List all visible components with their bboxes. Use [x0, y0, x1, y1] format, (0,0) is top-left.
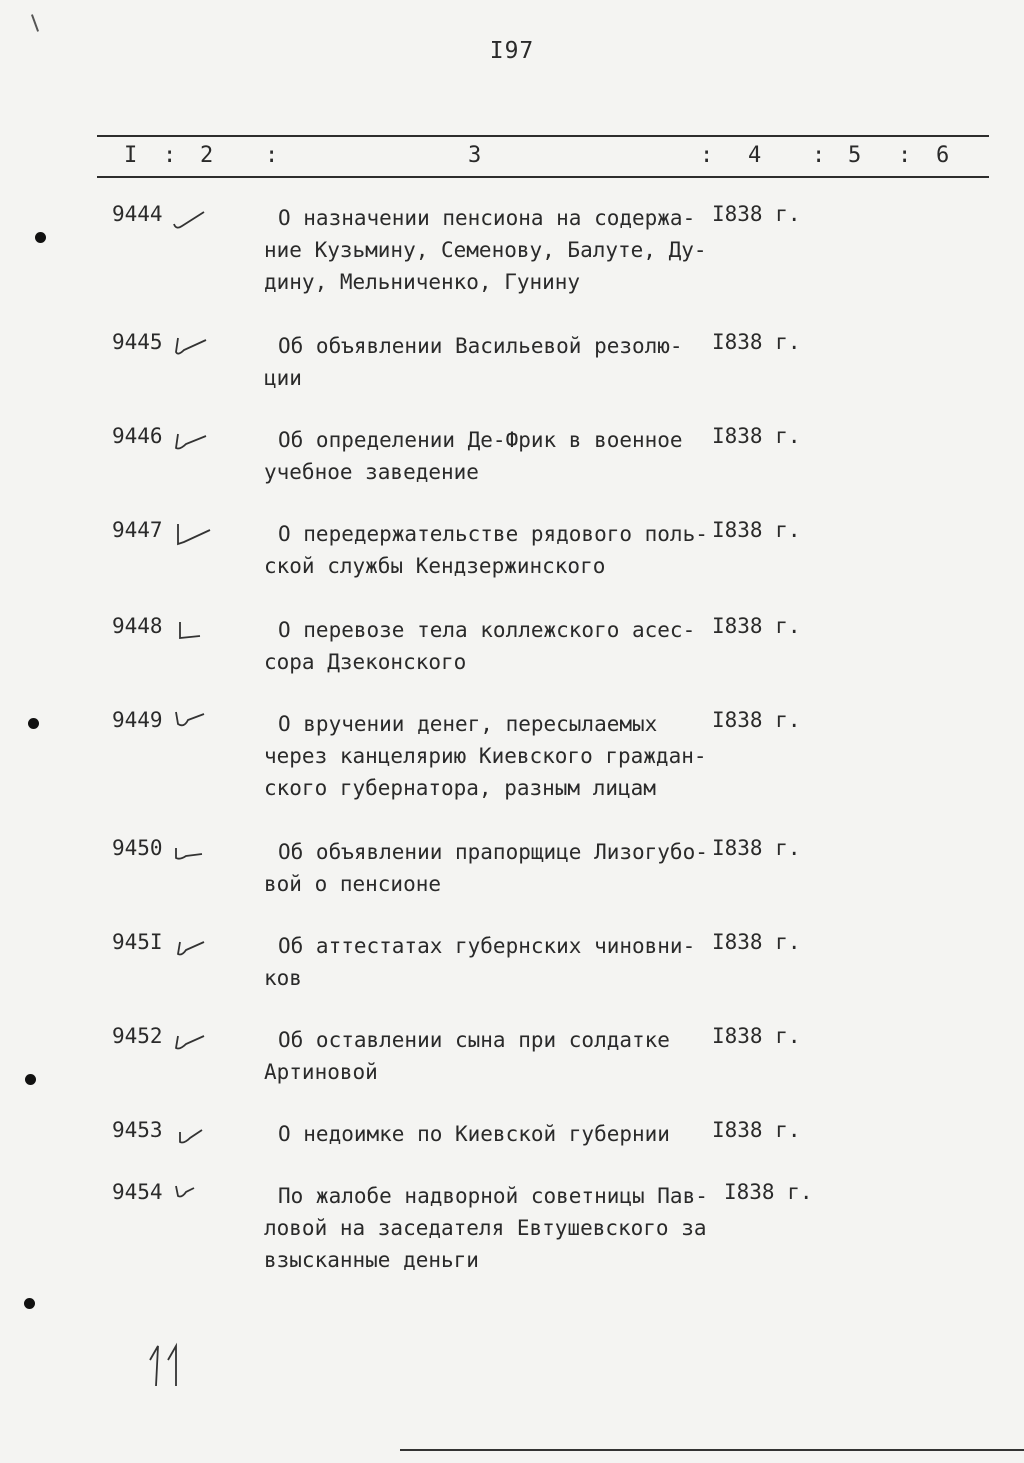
- entry-year: I838 г.: [712, 1024, 801, 1048]
- table-header-rule: [97, 176, 989, 178]
- entry-year: I838 г.: [712, 202, 801, 226]
- column-header-2: 2: [200, 143, 214, 168]
- handwritten-mark-icon: [140, 1340, 190, 1390]
- column-header-5: 5: [848, 143, 862, 168]
- entry-description: Об аттестатах губернских чиновни- ков: [264, 934, 696, 990]
- check-mark-icon: [172, 426, 212, 452]
- column-header-1: I: [124, 143, 138, 168]
- entry-number: 9445: [112, 330, 163, 354]
- column-separator: :: [700, 143, 714, 168]
- check-mark-icon: [172, 838, 212, 864]
- punch-hole: [25, 1074, 36, 1085]
- column-header-row: [0, 143, 1024, 171]
- entry-year: I838 г.: [712, 708, 801, 732]
- entry-year: I838 г.: [712, 518, 801, 542]
- entry-number: 9449: [112, 708, 163, 732]
- footer-rule: [400, 1449, 1024, 1451]
- check-mark-icon: [172, 520, 212, 546]
- check-mark-icon: [172, 204, 212, 230]
- punch-hole: [24, 1298, 35, 1309]
- entry-number: 9448: [112, 614, 163, 638]
- entry-description: Об объявлении прапорщице Лизогубо- вой о пенсионе: [264, 840, 708, 896]
- check-mark-icon: [172, 1182, 212, 1208]
- check-mark-icon: [172, 1026, 212, 1052]
- entry-description: О перевозе тела коллежского асес- сора Дзеконского: [264, 618, 696, 674]
- punch-hole: [28, 718, 39, 729]
- entry-number: 9446: [112, 424, 163, 448]
- entry-number: 9453: [112, 1118, 163, 1142]
- entry-description: О назначении пенсиона на содержа- ние Кузьмину, Семенову, Балуте, Ду- дину, Мельниченко, Гунину: [264, 206, 707, 294]
- entry-description: О недоимке по Киевской губернии: [278, 1122, 670, 1146]
- column-separator: :: [265, 143, 279, 168]
- column-header-3: 3: [468, 143, 482, 168]
- punch-hole: [35, 232, 46, 243]
- entry-year: I838 г.: [712, 836, 801, 860]
- entry-year: I838 г.: [724, 1180, 813, 1204]
- entry-number: 9454: [112, 1180, 163, 1204]
- entry-number: 945I: [112, 930, 163, 954]
- entry-description: По жалобе надворной советницы Пав- ловой на заседателя Евтушевского за взысканные деньги: [264, 1184, 708, 1272]
- entry-description: О передержательстве рядового поль- ской службы Кендзержинского: [264, 522, 708, 578]
- column-separator: :: [898, 143, 912, 168]
- column-separator: :: [812, 143, 826, 168]
- column-separator: :: [163, 143, 177, 168]
- entry-year: I838 г.: [712, 1118, 801, 1142]
- entry-number: 9452: [112, 1024, 163, 1048]
- entry-year: I838 г.: [712, 424, 801, 448]
- entry-description: Об оставлении сына при солдатке Артиновой: [264, 1028, 670, 1084]
- entry-description: О вручении денег, пересылаемых через канцелярию Киевского граждан- ского губернатора, разным лицам: [264, 712, 707, 800]
- check-mark-icon: [172, 932, 212, 958]
- margin-tick-mark: [31, 14, 39, 32]
- page-number: I97: [489, 38, 535, 64]
- table-top-rule: [97, 135, 989, 137]
- check-mark-icon: [172, 332, 212, 358]
- entry-number: 9450: [112, 836, 163, 860]
- column-header-6: 6: [936, 143, 950, 168]
- entry-year: I838 г.: [712, 330, 801, 354]
- entry-number: 9447: [112, 518, 163, 542]
- check-mark-icon: [172, 710, 212, 736]
- entry-year: I838 г.: [712, 930, 801, 954]
- entry-description: Об определении Де-Фрик в военное учебное заведение: [264, 428, 683, 484]
- entry-year: I838 г.: [712, 614, 801, 638]
- entry-description: Об объявлении Васильевой резолю- ции: [264, 334, 683, 390]
- column-header-4: 4: [748, 143, 762, 168]
- check-mark-icon: [172, 616, 212, 642]
- entry-number: 9444: [112, 202, 163, 226]
- check-mark-icon: [172, 1120, 212, 1146]
